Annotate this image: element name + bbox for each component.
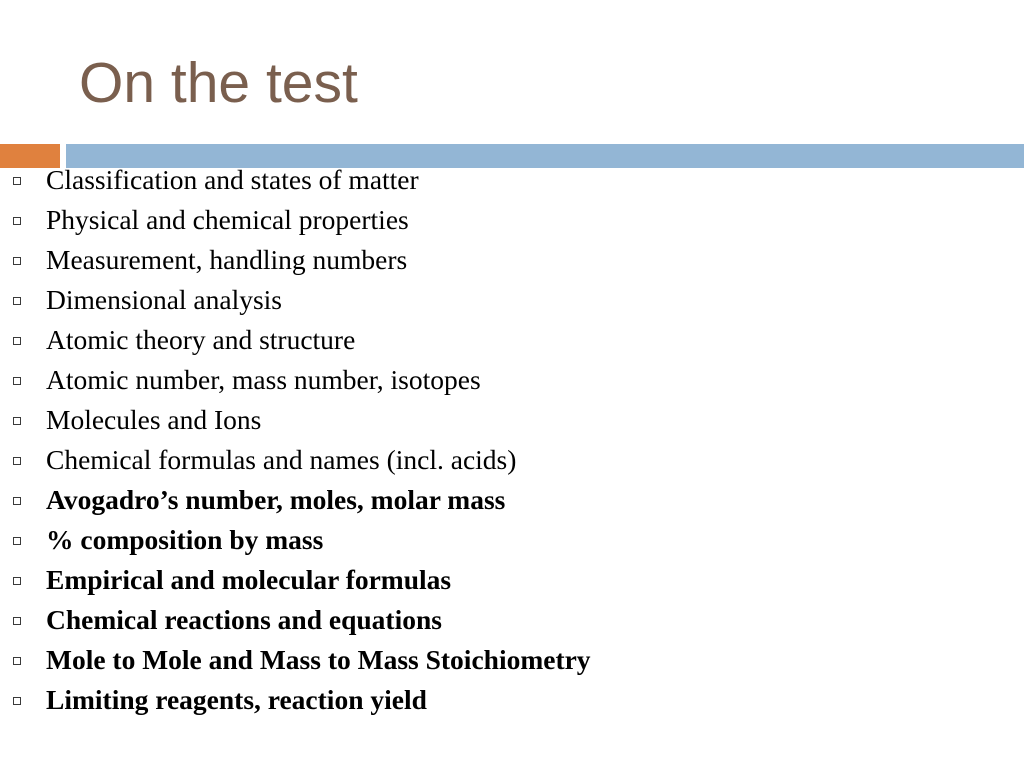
square-bullet-icon bbox=[13, 297, 21, 305]
square-bullet-icon bbox=[13, 217, 21, 225]
square-bullet-icon bbox=[13, 337, 21, 345]
bullet-text: Chemical formulas and names (incl. acids) bbox=[46, 444, 517, 475]
bullet-text: Limiting reagents, reaction yield bbox=[46, 684, 427, 715]
bullet-text: Measurement, handling numbers bbox=[46, 244, 408, 275]
bullet-text: Mole to Mole and Mass to Mass Stoichiometry bbox=[46, 644, 591, 675]
bullet-text: Atomic theory and structure bbox=[46, 324, 356, 355]
square-bullet-icon bbox=[13, 697, 21, 705]
bullet-text: Molecules and Ions bbox=[46, 404, 262, 435]
bullet-text: Avogadro’s number, moles, molar mass bbox=[46, 484, 506, 515]
bullet-text: Classification and states of matter bbox=[46, 164, 419, 195]
square-bullet-icon bbox=[13, 617, 21, 625]
slide-title: On the test bbox=[79, 51, 358, 115]
bullet-text: Empirical and molecular formulas bbox=[46, 564, 452, 595]
square-bullet-icon bbox=[13, 537, 21, 545]
bullet-text: Chemical reactions and equations bbox=[46, 604, 442, 635]
square-bullet-icon bbox=[13, 377, 21, 385]
square-bullet-icon bbox=[13, 257, 21, 265]
square-bullet-icon bbox=[13, 577, 21, 585]
square-bullet-icon bbox=[13, 417, 21, 425]
bullet-text: Dimensional analysis bbox=[46, 284, 283, 315]
bullet-text: Atomic number, mass number, isotopes bbox=[46, 364, 481, 395]
square-bullet-icon bbox=[13, 457, 21, 465]
square-bullet-icon bbox=[13, 657, 21, 665]
bullet-text: % composition by mass bbox=[46, 524, 324, 555]
bullet-text: Physical and chemical properties bbox=[46, 204, 409, 235]
square-bullet-icon bbox=[13, 497, 21, 505]
square-bullet-icon bbox=[13, 177, 21, 185]
